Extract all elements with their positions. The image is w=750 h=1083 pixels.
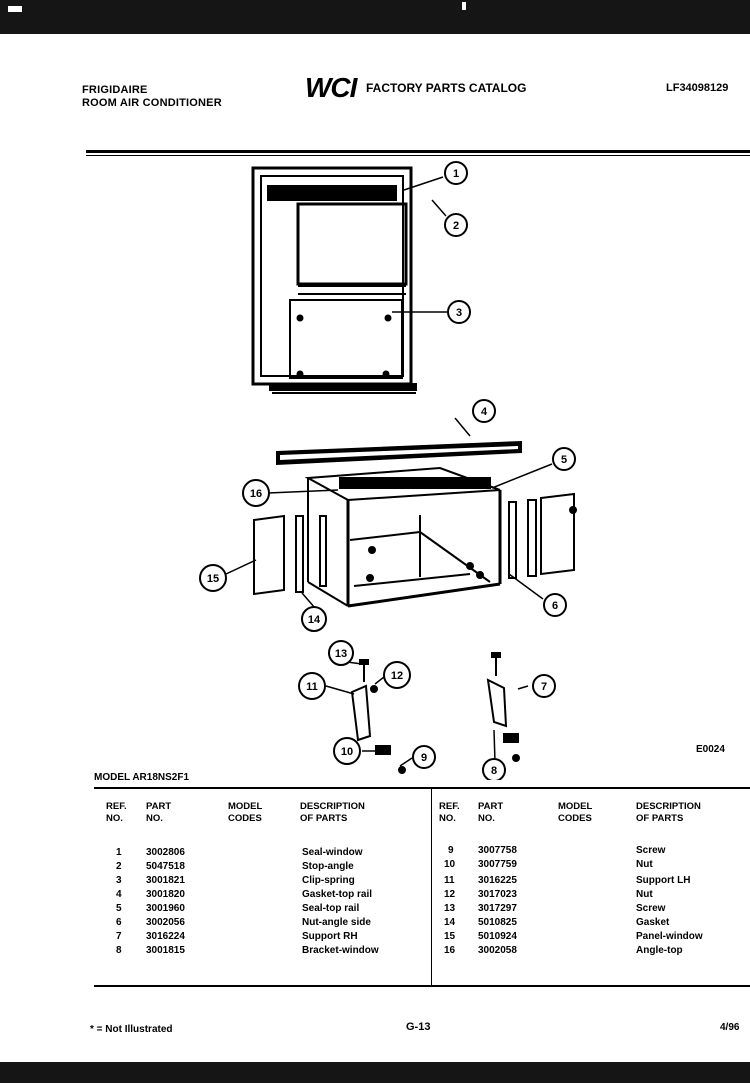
table-row xyxy=(432,875,750,888)
callout-6: 6 xyxy=(551,600,559,612)
header-rule xyxy=(86,150,750,153)
scan-bottom-border xyxy=(0,1062,750,1083)
model-label: MODEL AR18NS2F1 xyxy=(94,772,190,783)
desc-cell: Nut-angle side xyxy=(302,917,371,928)
callout-12: 12 xyxy=(390,670,404,682)
desc-cell: Screw xyxy=(636,845,666,856)
header-model-codes: MODEL CODES xyxy=(228,801,263,824)
callout-16: 16 xyxy=(249,488,263,500)
part-cell: 3016224 xyxy=(146,931,185,942)
top-rail xyxy=(277,442,521,464)
callout-11: 11 xyxy=(306,681,318,693)
callout-14: 14 xyxy=(307,614,321,626)
revision-date: 4/96 xyxy=(720,1022,740,1033)
part-cell: 5010825 xyxy=(478,917,517,928)
table-row xyxy=(94,875,431,888)
ref-cell: 13 xyxy=(444,903,456,914)
part-cell: 3002806 xyxy=(146,847,185,858)
desc-cell: Stop-angle xyxy=(302,861,354,872)
desc-cell: Angle-top xyxy=(636,945,683,956)
desc-cell: Screw xyxy=(636,903,666,914)
header-part-no-right: PART NO. xyxy=(478,801,504,824)
ref-cell: 9 xyxy=(448,845,454,856)
catalog-title: FACTORY PARTS CATALOG xyxy=(366,81,527,95)
callout-13: 13 xyxy=(334,648,348,660)
callout-8: 8 xyxy=(490,765,498,777)
ref-cell: 12 xyxy=(444,889,456,900)
callout-4: 4 xyxy=(480,406,488,418)
table-row xyxy=(432,931,750,944)
header-model-codes-right: MODEL CODES xyxy=(558,801,593,824)
table-row xyxy=(94,945,431,958)
ref-cell: 11 xyxy=(444,875,455,886)
part-cell: 3001815 xyxy=(146,945,185,956)
header-part-no: PART NO. xyxy=(146,801,172,824)
part-cell: 3002056 xyxy=(146,917,185,928)
page-number: G-13 xyxy=(406,1021,431,1033)
table-row xyxy=(94,903,431,916)
part-cell: 3007759 xyxy=(478,859,517,870)
table-row xyxy=(94,861,431,874)
part-cell: 3017297 xyxy=(478,903,517,914)
desc-cell: Support LH xyxy=(636,875,691,886)
callout-1: 1 xyxy=(452,168,460,180)
scan-top-border xyxy=(0,0,750,34)
ref-cell: 2 xyxy=(116,861,122,872)
part-cell: 3001960 xyxy=(146,903,185,914)
window-frame xyxy=(253,168,416,393)
callout-10: 10 xyxy=(340,746,354,758)
ref-cell: 3 xyxy=(116,875,122,886)
table-row xyxy=(94,847,431,860)
ref-cell: 14 xyxy=(444,917,456,928)
wci-logo: WCI xyxy=(305,72,357,103)
desc-cell: Bracket-window xyxy=(302,945,379,956)
desc-cell: Seal-top rail xyxy=(302,903,360,914)
part-cell: 5010924 xyxy=(478,931,517,942)
ref-cell: 1 xyxy=(116,847,122,858)
exploded-parts-diagram xyxy=(0,160,750,780)
header-description-right: DESCRIPTION OF PARTS xyxy=(636,801,701,824)
table-row xyxy=(432,917,750,930)
ref-cell: 7 xyxy=(116,931,122,942)
table-row xyxy=(432,845,750,858)
brand-block xyxy=(82,84,222,110)
callout-7: 7 xyxy=(540,681,548,693)
ref-cell: 10 xyxy=(444,859,456,870)
part-cell: 5047518 xyxy=(146,861,185,872)
table-row xyxy=(432,903,750,916)
part-cell: 3017023 xyxy=(478,889,517,900)
parts-table xyxy=(94,787,750,987)
part-cell: 3016225 xyxy=(478,875,517,886)
desc-cell: Gasket-top rail xyxy=(302,889,373,900)
scan-speck xyxy=(8,6,22,12)
desc-cell: Support RH xyxy=(302,931,358,942)
ref-cell: 15 xyxy=(444,931,456,942)
catalog-number: LF34098129 xyxy=(666,82,729,94)
header-ref-no-right: REF. NO. xyxy=(439,801,460,824)
scan-speck xyxy=(462,2,466,10)
header-rule-thin xyxy=(86,155,750,156)
brand-name: FRIGIDAIRE xyxy=(82,84,148,96)
product-name: ROOM AIR CONDITIONER xyxy=(82,97,222,109)
part-cell: 3002058 xyxy=(478,945,517,956)
cabinet-sleeve xyxy=(308,468,500,606)
table-row xyxy=(432,859,750,872)
desc-cell: Seal-window xyxy=(302,847,363,858)
header-description: DESCRIPTION OF PARTS xyxy=(300,801,365,824)
table-row xyxy=(94,889,431,902)
callout-15: 15 xyxy=(206,573,220,585)
table-row xyxy=(432,889,750,902)
callout-9: 9 xyxy=(420,752,428,764)
desc-cell: Gasket xyxy=(636,917,670,928)
ref-cell: 5 xyxy=(116,903,122,914)
header-ref-no: REF. NO. xyxy=(106,801,127,824)
table-row xyxy=(94,917,431,930)
desc-cell: Panel-window xyxy=(636,931,703,942)
callout-5: 5 xyxy=(560,454,568,466)
callout-2: 2 xyxy=(452,220,460,232)
not-illustrated-note: * = Not Illustrated xyxy=(90,1024,173,1035)
desc-cell: Nut xyxy=(636,889,653,900)
table-row xyxy=(432,945,750,958)
part-cell: 3001821 xyxy=(146,875,185,886)
desc-cell: Nut xyxy=(636,859,653,870)
ref-cell: 6 xyxy=(116,917,122,928)
diagram-code: E0024 xyxy=(696,744,725,755)
ref-cell: 16 xyxy=(444,945,456,956)
callout-3: 3 xyxy=(455,307,463,319)
desc-cell: Clip-spring xyxy=(302,875,355,886)
ref-cell: 8 xyxy=(116,945,122,956)
table-row xyxy=(94,931,431,944)
part-cell: 3007758 xyxy=(478,845,517,856)
ref-cell: 4 xyxy=(116,889,122,900)
part-cell: 3001820 xyxy=(146,889,185,900)
